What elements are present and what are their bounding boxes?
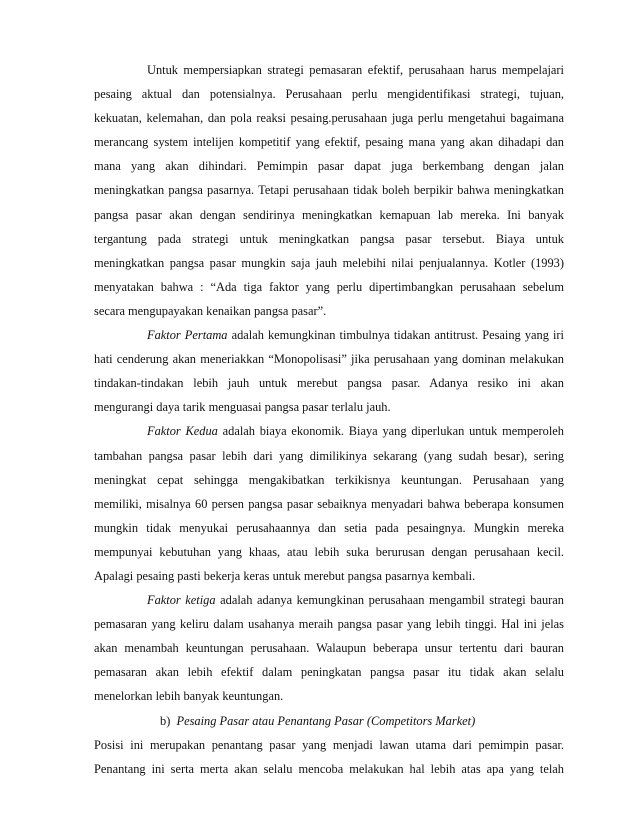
text-run: adalah biaya ekonomik. Biaya yang diperlukan untuk memperoleh: [217, 424, 565, 439]
text-line: [94, 419, 564, 443]
document-page: [94, 58, 564, 781]
text-line: meningkatkan pangsa pasar mungkin saja jauh melebihi nilai penjualannya. Kotler (1993): [94, 255, 564, 270]
text-line: pangsa pasar akan dengan sendirinya meningkatkan kemapuan lab mereka. Ini banyak: [94, 207, 564, 222]
subheading-marker: b): [160, 713, 171, 728]
text-line: Penantang ini serta merta akan selalu mencoba melakukan hal lebih atas apa yang telah: [94, 761, 564, 776]
text-line: hati cenderung akan meneriakkan “Monopolisasi” jika perusahaan yang dominan melakukan: [94, 352, 564, 367]
section-subheading: [94, 709, 564, 733]
text-line: meningkat cepat sehingga mengakibatkan terkikisnya keuntungan. Perusahaan yang: [94, 472, 564, 487]
text-line: tindakan-tindakan lebih jauh untuk merebut pangsa pasar. Adanya resiko ini akan: [94, 376, 564, 391]
text-line: pemasaran yang keliru dalam usahanya meraih pangsa pasar yang lebih tinggi. Hal ini jelas: [94, 617, 564, 632]
text-line: secara mengupayakan kenaikan pangsa pasar”.: [94, 303, 327, 318]
text-run: adalah kemungkinan timbulnya tidakan antitrust. Pesaing yang iri: [227, 328, 564, 343]
term-faktor-pertama: Faktor Pertama: [147, 328, 228, 343]
paragraph-penantang: [94, 733, 564, 781]
text-run: adalah adanya kemungkinan perusahaan mengambil strategi bauran: [215, 593, 564, 608]
text-line: mengurangi daya tarik menguasai pangsa pasar terlalu jauh.: [94, 400, 391, 415]
text-line: tergantung pada strategi untuk meningkatkan pangsa pasar tersebut. Biaya untuk: [94, 231, 564, 246]
text-line: tambahan pangsa pasar lebih dari yang dimilikinya sekarang (yang sudah besar), sering: [94, 448, 564, 463]
text-line: mungkin tidak menyukai perusahaannya dan setia pada pesaingnya. Mungkin mereka: [94, 520, 564, 535]
text-line: memiliki, misalnya 60 persen pangsa pasar sebaiknya menyadari bahwa beberapa konsumen: [94, 496, 564, 511]
text-line: Apalagi pesaing pasti bekerja keras untuk merebut pangsa pasarnya kembali.: [94, 568, 476, 583]
paragraph-intro: [94, 58, 564, 323]
text-line: menelorkan lebih banyak keuntungan.: [94, 689, 284, 704]
text-line: akan menambah keuntungan perusahaan. Walaupun beberapa unsur tertentu dari bauran: [94, 641, 564, 656]
paragraph-faktor-ketiga: [94, 588, 564, 708]
text-line: meningkatkan pangsa pasarnya. Tetapi perusahaan tidak boleh berpikir bahwa meningkatkan: [94, 183, 564, 198]
paragraph-faktor-kedua: [94, 419, 564, 588]
paragraph-faktor-pertama: [94, 323, 564, 419]
text-line: merancang system intelijen kompetitif yang efektif, pesaing mana yang akan dihadapi dan: [94, 135, 564, 150]
text-line: mempunyai kebutuhan yang khaas, atau lebih suka berurusan dengan perusahaan kecil.: [94, 544, 564, 559]
text-line: menyatakan bahwa : “Ada tiga faktor yang perlu dipertimbangkan perusahaan sebelum: [94, 279, 564, 294]
term-faktor-ketiga: Faktor ketiga: [147, 593, 216, 608]
text-line: pemasaran akan lebih efektif dalam peningkatan pangsa pasar itu tidak akan selalu: [94, 665, 564, 680]
text-line: [94, 588, 564, 612]
text-line: Posisi ini merupakan penantang pasar yang menjadi lawan utama dari pemimpin pasar.: [94, 737, 564, 752]
text-line: mana yang akan dihindari. Pemimpin pasar dapat juga berkembang dengan jalan: [94, 159, 564, 174]
text-line: pesaing aktual dan potensialnya. Perusahaan perlu mengidentifikasi strategi, tujuan,: [94, 87, 564, 102]
subheading-title: Pesaing Pasar atau Penantang Pasar (Competitors Market): [176, 713, 476, 728]
text-line: kekuatan, kelemahan, dan pola reaksi pesaing.perusahaan juga perlu mengetahui bagaimana: [94, 111, 564, 126]
term-faktor-kedua: Faktor Kedua: [147, 424, 218, 439]
text-line: [94, 323, 564, 347]
text-line: Untuk mempersiapkan strategi pemasaran efektif, perusahaan harus mempelajari: [147, 63, 564, 77]
